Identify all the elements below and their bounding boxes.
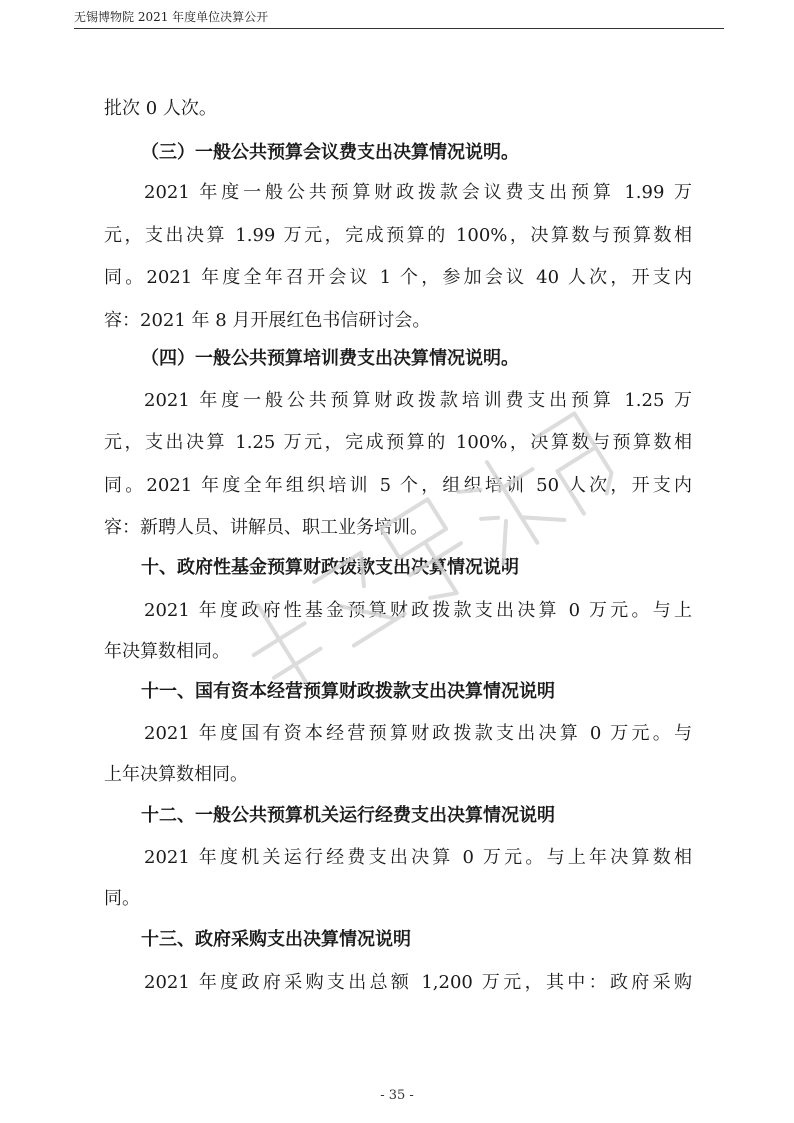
section-heading-11: 十一、国有资本经营预算财政拨款支出决算情况说明 xyxy=(141,681,555,702)
body-line: 2021 年度一般公共预算财政拨款会议费支出预算 1.99 万 xyxy=(144,182,692,203)
section-heading-training: （四）一般公共预算培训费支出决算情况说明。 xyxy=(141,348,519,369)
body-line: 年决算数相同。 xyxy=(104,641,230,662)
body-line: 批次 0 人次。 xyxy=(104,98,217,119)
section-heading-12: 十二、一般公共预算机关运行经费支出决算情况说明 xyxy=(141,805,555,826)
body-line: 元，支出决算 1.25 万元，完成预算的 100%，决算数与预算数相 xyxy=(104,432,692,453)
body-line: 2021 年度机关运行经费支出决算 0 万元。与上年决算数相 xyxy=(144,847,692,868)
body-line: 2021 年度国有资本经营预算财政拨款支出决算 0 万元。与 xyxy=(144,723,692,744)
body-line: 元，支出决算 1.99 万元，完成预算的 100%，决算数与预算数相 xyxy=(104,225,692,246)
body-line: 上年决算数相同。 xyxy=(104,764,248,785)
body-line: 同。 xyxy=(104,888,140,909)
body-line: 同。2021 年度全年召开会议 1 个，参加会议 40 人次，开支内 xyxy=(104,267,692,288)
header-divider xyxy=(74,28,724,29)
body-line: 2021 年度一般公共预算财政拨款培训费支出预算 1.25 万 xyxy=(144,390,692,411)
body-line: 同。2021 年度全年组织培训 5 个，组织培训 50 人次，开支内 xyxy=(104,475,692,496)
section-heading-13: 十三、政府采购支出决算情况说明 xyxy=(141,929,411,950)
body-line: 2021 年度政府采购支出总额 1,200 万元，其中：政府采购 xyxy=(144,972,692,993)
section-heading-10: 十、政府性基金预算财政拨款支出决算情况说明 xyxy=(141,557,519,578)
page-number: - 35 - xyxy=(380,1088,414,1103)
body-line: 2021 年度政府性基金预算财政拨款支出决算 0 万元。与上 xyxy=(144,600,692,621)
body-line: 容：新聘人员、讲解员、职工业务培训。 xyxy=(104,517,428,538)
section-heading-meeting: （三）一般公共预算会议费支出决算情况说明。 xyxy=(141,142,519,163)
body-line: 容：2021 年 8 月开展红色书信研讨会。 xyxy=(104,310,431,331)
page-header-title: 无锡博物院 2021 年度单位决算公开 xyxy=(74,10,269,24)
